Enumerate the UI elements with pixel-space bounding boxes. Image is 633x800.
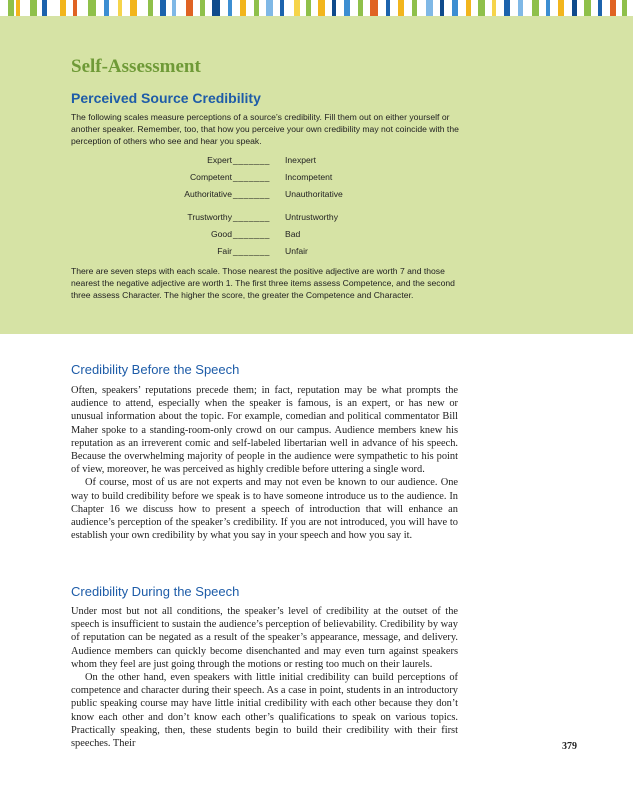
scale-negative-label: Incompetent (285, 172, 333, 182)
scale-positive-label: Fair (217, 246, 232, 256)
scoring-instructions: There are seven steps with each scale. Those nearest the positive adjective are worth 7 and those nearest the negative adjective are worth 1. The first three items assess Competence, and the second three assess Character. The higher the score, the greater the Competence and Character. (71, 266, 455, 300)
scale-negative-label: Unauthoritative (285, 189, 343, 199)
scale-negative-label: Bad (285, 229, 301, 239)
section-heading-during: Credibility During the Speech (71, 584, 240, 599)
scale-blank[interactable]: _______ (233, 229, 270, 239)
scale-positive-label: Expert (207, 155, 232, 165)
body-paragraph: On the other hand, even speakers with little initial credibility can build perceptions of competence and character during their speech. As a case in point, students in an introductory public speaking course may have little initial credibility with each other because they don’t know each other and don’t know each other’s qualifications to speak on various topics. Practically speaking, then, these students begin to build their credibility with their first speeches. Their (71, 672, 458, 750)
scale-row (0, 155, 633, 167)
page-number: 379 (562, 741, 577, 752)
scale-negative-label: Untrustworthy (285, 212, 339, 222)
box-intro: The following scales measure perceptions of a source’s credibility. Fill them out on either yourself or another speaker. Remember, too, that how you perceive your own credibility may not coincide with the perception of others who see and hear you speak. (71, 112, 459, 146)
scale-blank[interactable]: _______ (233, 172, 270, 182)
scale-negative-label: Inexpert (285, 155, 317, 165)
scale-row (0, 212, 633, 224)
scale-row (0, 172, 633, 184)
box-title: Self-Assessment (71, 56, 201, 77)
scale-positive-label: Good (210, 229, 232, 239)
scale-blank[interactable]: _______ (233, 155, 270, 165)
scale-row (0, 189, 633, 201)
box-subtitle: Perceived Source Credibility (71, 90, 261, 106)
section-body-before (71, 384, 458, 542)
body-paragraph: Under most but not all conditions, the speaker’s level of credibility at the outset of the speech is insufficient to sustain the audience’s perception of believability. Credibility by way of reputation can be negated as a result of the speaker’s appearance, message, and delivery. Audience members can quickly become disenchanted and may even turn against speakers whom they feel are just going through the motions or resting too much on their laurels. (71, 606, 458, 670)
section-heading-before: Credibility Before the Speech (71, 362, 240, 377)
scale-row (0, 229, 633, 241)
scale-positive-label: Authoritative (184, 189, 232, 199)
section-body-during (71, 605, 458, 750)
scale-positive-label: Trustworthy (187, 212, 232, 222)
scale-row (0, 246, 633, 258)
scale-negative-label: Unfair (285, 246, 308, 256)
scale-blank[interactable]: _______ (233, 189, 270, 199)
body-paragraph: Often, speakers’ reputations precede them; in fact, reputation may be what prompts the audience to attend, especially when the speaker is famous, is an expert, or has new or unusual information about the topic. For example, comedian and political commentator Bill Maher spoke to a standing-room-only crowd on our campus. Audience members knew his reputation as an irreverent comic and self-labeled libertarian well in advance of his speech. Because the overwhelming majority of people in the audience were sympathetic to his point of view, moreover, he was perceived as highly credible before uttering a single word. (71, 385, 458, 476)
body-paragraph: Of course, most of us are not experts and may not even be known to our audience. One way to build credibility before we speak is to have someone introduce us to the audience. In Chapter 16 we discuss how to present a speech of introduction that will enhance an audience’s perception of the speaker’s credibility. If you are not introduced, you will have to establish your own credibility by what you say in your speech and how you say it. (71, 477, 458, 542)
scale-blank[interactable]: _______ (233, 212, 270, 222)
scale-positive-label: Competent (189, 172, 232, 182)
scale-blank[interactable]: _______ (233, 246, 270, 256)
